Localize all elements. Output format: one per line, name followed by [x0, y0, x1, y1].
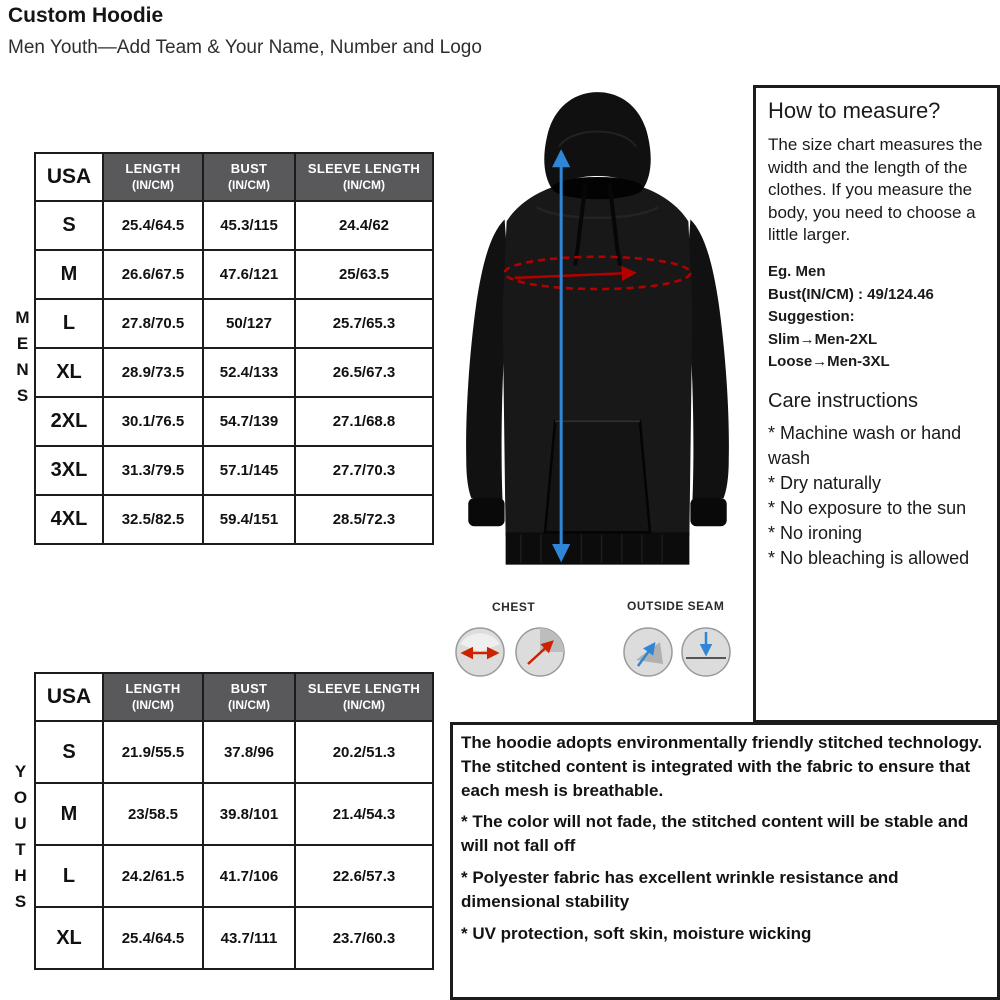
sleeve-cell: 28.5/72.3 — [295, 495, 433, 544]
outside-seam-icon-2 — [682, 628, 730, 676]
example-line: Suggestion: — [768, 308, 855, 326]
bust-cell: 45.3/115 — [203, 201, 295, 250]
bust-cell: 50/127 — [203, 299, 295, 348]
table-row — [35, 201, 433, 250]
hoodie-right-cuff — [690, 498, 726, 526]
product-note: * The color will not fade, the stitched content will be stable and will not fall off — [461, 812, 969, 856]
table-row — [35, 397, 433, 446]
sleeve-cell: 27.1/68.8 — [295, 397, 433, 446]
product-note: * UV protection, soft skin, moisture wicking — [461, 923, 812, 943]
table-row — [35, 721, 433, 783]
sleeve-cell: 23.7/60.3 — [295, 907, 433, 969]
table-row — [35, 446, 433, 495]
bust-header-main: BUST — [230, 160, 268, 176]
sleeve-cell: 22.6/57.3 — [295, 845, 433, 907]
hood-collar-opening — [552, 177, 643, 199]
length-column-header — [103, 153, 203, 201]
length-cell: 30.1/76.5 — [103, 397, 203, 446]
measure-method-icons — [448, 614, 758, 690]
chest-measure-icon-2 — [516, 628, 564, 676]
size-cell: L — [35, 845, 103, 907]
usa-column-header: USA — [35, 673, 103, 721]
length-column-header — [103, 673, 203, 721]
size-cell: M — [35, 783, 103, 845]
length-cell: 32.5/82.5 — [103, 495, 203, 544]
size-cell: L — [35, 299, 103, 348]
chest-measure-label: CHEST — [492, 600, 536, 614]
hoodie-right-sleeve — [687, 219, 729, 502]
table-row — [35, 845, 433, 907]
care-item: * No ironing — [768, 523, 863, 544]
bust-cell: 39.8/101 — [203, 783, 295, 845]
bust-cell: 54.7/139 — [203, 397, 295, 446]
hoodie-left-cuff — [468, 498, 504, 526]
sleeve-header-unit: (IN/CM) — [343, 177, 385, 192]
length-cell: 25.4/64.5 — [103, 201, 203, 250]
example-line: Eg. Men — [768, 263, 826, 281]
length-cell: 23/58.5 — [103, 783, 203, 845]
bust-cell: 43.7/111 — [203, 907, 295, 969]
table-row — [35, 299, 433, 348]
outside-seam-measure-label: OUTSIDE SEAM — [627, 599, 725, 613]
bust-cell: 37.8/96 — [203, 721, 295, 783]
length-cell: 21.9/55.5 — [103, 721, 203, 783]
sleeve-header-main: SLEEVE LENGTH — [307, 160, 421, 176]
bust-cell: 52.4/133 — [203, 348, 295, 397]
bust-column-header — [203, 153, 295, 201]
how-to-measure-intro: The size chart measures the width and the length of the clothes. If you measure the body, you need to choose a little larger. — [768, 135, 983, 245]
bust-header-unit: (IN/CM) — [228, 177, 270, 192]
example-line: Loose→Men-3XL — [768, 353, 890, 371]
mens-header-row — [35, 153, 433, 201]
size-cell: 3XL — [35, 446, 103, 495]
youths-header-row — [35, 673, 433, 721]
outside-seam-icon-1 — [624, 628, 672, 676]
length-cell: 25.4/64.5 — [103, 907, 203, 969]
bust-cell: 59.4/151 — [203, 495, 295, 544]
page-title: Custom Hoodie — [8, 4, 164, 27]
product-notes-intro: The hoodie adopts environmentally friendly stitched technology. The stitched content is integrated with the fabric to ensure that each mesh is breathable. — [461, 733, 983, 800]
bust-cell: 41.7/106 — [203, 845, 295, 907]
size-cell: 2XL — [35, 397, 103, 446]
sleeve-cell: 24.4/62 — [295, 201, 433, 250]
how-to-measure-panel — [753, 85, 1000, 723]
care-instructions-list — [768, 421, 989, 572]
product-notes-bullets — [461, 810, 989, 945]
sleeve-header-main: SLEEVE LENGTH — [307, 680, 421, 696]
bust-header-main: BUST — [230, 680, 268, 696]
length-cell: 24.2/61.5 — [103, 845, 203, 907]
length-header-main: LENGTH — [125, 160, 181, 176]
bust-cell: 47.6/121 — [203, 250, 295, 299]
example-line: Bust(IN/CM) : 49/124.46 — [768, 285, 934, 303]
bust-header-unit: (IN/CM) — [228, 697, 270, 712]
product-notes-panel — [450, 722, 1000, 1000]
youths-group-label: YOUTHS — [11, 762, 30, 918]
chest-measure-icon-1 — [456, 628, 504, 676]
product-note: * Polyester fabric has excellent wrinkle resistance and dimensional stability — [461, 867, 899, 911]
table-row — [35, 250, 433, 299]
size-cell: XL — [35, 907, 103, 969]
sleeve-column-header — [295, 673, 433, 721]
sleeve-cell: 25.7/65.3 — [295, 299, 433, 348]
size-cell: S — [35, 721, 103, 783]
sleeve-header-unit: (IN/CM) — [343, 697, 385, 712]
length-cell: 27.8/70.5 — [103, 299, 203, 348]
size-cell: M — [35, 250, 103, 299]
hoodie-left-sleeve — [466, 219, 508, 502]
table-row — [35, 907, 433, 969]
care-item: * Machine wash or hand wash — [768, 422, 962, 468]
mens-size-table — [34, 152, 434, 545]
length-cell: 28.9/73.5 — [103, 348, 203, 397]
how-to-measure-title: How to measure? — [768, 98, 941, 123]
table-row — [35, 783, 433, 845]
usa-column-header: USA — [35, 153, 103, 201]
sleeve-cell: 25/63.5 — [295, 250, 433, 299]
sleeve-cell: 21.4/54.3 — [295, 783, 433, 845]
table-row — [35, 348, 433, 397]
care-instructions-title: Care instructions — [768, 389, 919, 412]
care-item: * No exposure to the sun — [768, 498, 967, 519]
measure-example-block — [768, 261, 989, 374]
sleeve-cell: 27.7/70.3 — [295, 446, 433, 495]
bust-cell: 57.1/145 — [203, 446, 295, 495]
sleeve-cell: 20.2/51.3 — [295, 721, 433, 783]
youths-size-table — [34, 672, 434, 970]
length-header-unit: (IN/CM) — [132, 697, 174, 712]
length-cell: 31.3/79.5 — [103, 446, 203, 495]
size-cell: XL — [35, 348, 103, 397]
care-item: * No bleaching is allowed — [768, 548, 970, 569]
table-row — [35, 495, 433, 544]
mens-group-label: MENS — [13, 308, 32, 412]
length-cell: 26.6/67.5 — [103, 250, 203, 299]
sleeve-cell: 26.5/67.3 — [295, 348, 433, 397]
sleeve-column-header — [295, 153, 433, 201]
page-subtitle: Men Youth—Add Team & Your Name, Number and Logo — [8, 37, 482, 58]
care-item: * Dry naturally — [768, 472, 882, 493]
size-cell: S — [35, 201, 103, 250]
size-cell: 4XL — [35, 495, 103, 544]
bust-column-header — [203, 673, 295, 721]
length-header-main: LENGTH — [125, 680, 181, 696]
length-header-unit: (IN/CM) — [132, 177, 174, 192]
hoodie-product-image — [440, 86, 755, 591]
example-line: Slim→Men-2XL — [768, 330, 878, 348]
